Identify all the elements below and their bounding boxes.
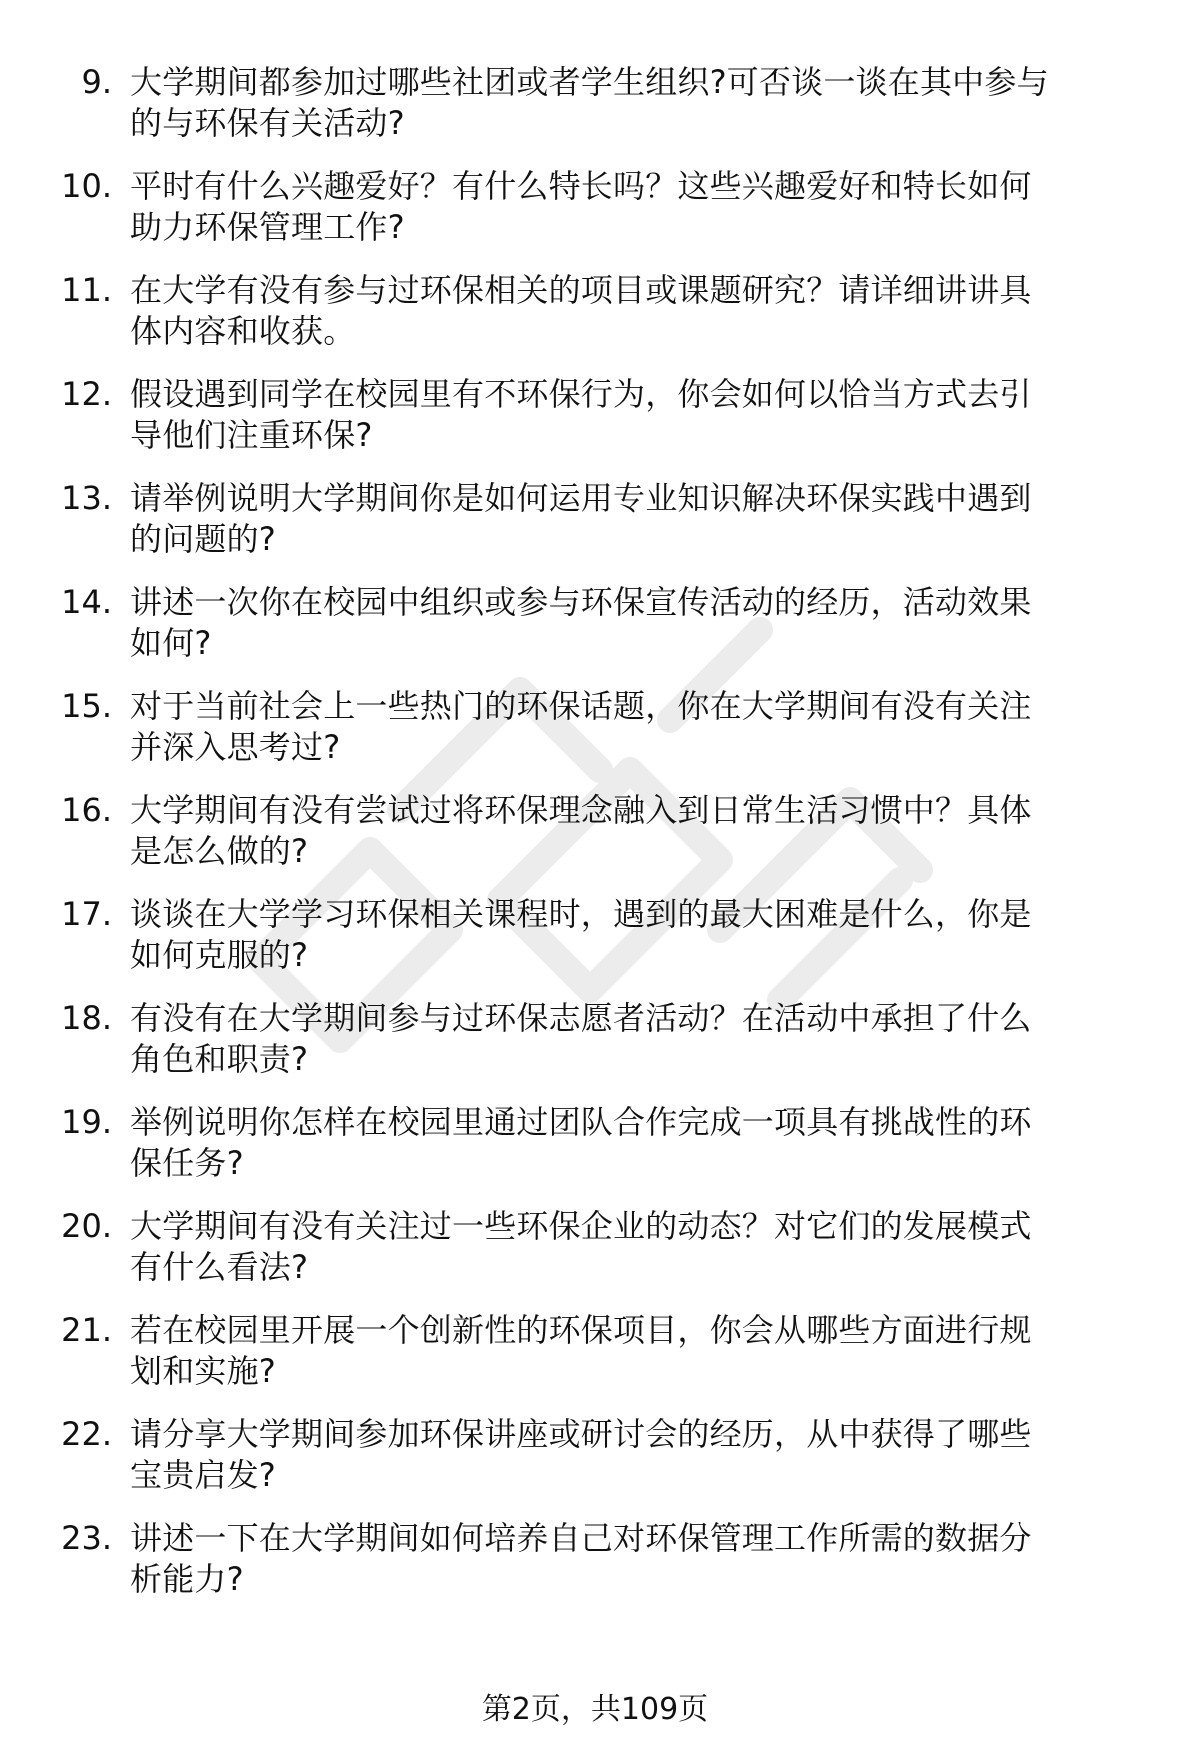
question-line: 析能力? [130,1560,244,1598]
question-text [130,270,1170,352]
question-item [0,1090,1190,1194]
question-number: 19. [61,1103,112,1141]
question-line: 有什么看法? [130,1248,309,1286]
question-text [130,790,1170,872]
question-number: 22. [61,1415,112,1453]
question-text [130,1310,1170,1392]
question-line: 谈谈在大学学习环保相关课程时，遇到的最大困难是什么，你是 [130,895,1032,933]
question-text [130,686,1170,768]
question-line: 有没有在大学期间参与过环保志愿者活动？在活动中承担了什么 [130,999,1032,1037]
question-text [130,478,1170,560]
question-number: 15. [61,687,112,725]
question-line: 如何克服的? [130,936,309,974]
question-text [130,582,1170,664]
question-number: 11. [61,271,112,309]
question-item [0,154,1190,258]
question-text [130,894,1170,976]
question-line: 举例说明你怎样在校园里通过团队合作完成一项具有挑战性的环 [130,1103,1032,1141]
question-line: 大学期间有没有关注过一些环保企业的动态？对它们的发展模式 [130,1207,1032,1245]
question-line: 是怎么做的? [130,832,309,870]
question-text [130,1206,1170,1288]
question-line: 的与环保有关活动? [130,104,405,142]
question-line: 在大学有没有参与过环保相关的项目或课题研究？请详细讲讲具 [130,271,1032,309]
question-text [130,166,1170,248]
question-line: 讲述一下在大学期间如何培养自己对环保管理工作所需的数据分 [130,1519,1032,1557]
question-number: 9. [81,63,112,101]
question-line: 宝贵启发? [130,1456,276,1494]
question-line: 角色和职责? [130,1040,309,1078]
question-text [130,1414,1170,1496]
question-item [0,258,1190,362]
question-line: 的问题的? [130,520,276,558]
question-line: 假设遇到同学在校园里有不环保行为，你会如何以恰当方式去引 [130,375,1032,413]
question-text [130,1102,1170,1184]
question-line: 大学期间有没有尝试过将环保理念融入到日常生活习惯中？具体 [130,791,1032,829]
question-item [0,1402,1190,1506]
question-item [0,882,1190,986]
question-line: 导他们注重环保? [130,416,373,454]
question-line: 对于当前社会上一些热门的环保话题，你在大学期间有没有关注 [130,687,1032,725]
question-item [0,362,1190,466]
question-number: 13. [61,479,112,517]
question-text [130,1518,1170,1600]
question-line: 平时有什么兴趣爱好？有什么特长吗？这些兴趣爱好和特长如何 [130,167,1032,205]
question-text [130,998,1170,1080]
question-number: 12. [61,375,112,413]
question-item [0,50,1190,154]
question-number: 23. [61,1519,112,1557]
question-item [0,986,1190,1090]
question-number: 20. [61,1207,112,1245]
question-text [130,374,1170,456]
question-number: 21. [61,1311,112,1349]
question-line: 助力环保管理工作? [130,208,405,246]
question-item [0,1506,1190,1610]
question-number: 18. [61,999,112,1037]
question-line: 划和实施? [130,1352,276,1390]
question-number: 17. [61,895,112,933]
question-text [130,62,1170,144]
question-number: 16. [61,791,112,829]
question-list [0,50,1190,1610]
question-line: 保任务? [130,1144,244,1182]
question-item [0,1298,1190,1402]
question-line: 并深入思考过? [130,728,341,766]
question-line: 体内容和收获。 [130,312,356,350]
question-line: 讲述一次你在校园中组织或参与环保宣传活动的经历，活动效果 [130,583,1032,621]
question-item [0,466,1190,570]
page-footer: 第2页，共109页 [481,1692,709,1727]
question-item [0,570,1190,674]
question-line: 请举例说明大学期间你是如何运用专业知识解决环保实践中遇到 [130,479,1032,517]
question-item [0,778,1190,882]
question-number: 14. [61,583,112,621]
question-line: 大学期间都参加过哪些社团或者学生组织?可否谈一谈在其中参与 [130,63,1049,101]
question-number: 10. [61,167,112,205]
question-line: 如何? [130,624,212,662]
question-line: 若在校园里开展一个创新性的环保项目，你会从哪些方面进行规 [130,1311,1032,1349]
question-item [0,674,1190,778]
question-item [0,1194,1190,1298]
question-line: 请分享大学期间参加环保讲座或研讨会的经历，从中获得了哪些 [130,1415,1032,1453]
